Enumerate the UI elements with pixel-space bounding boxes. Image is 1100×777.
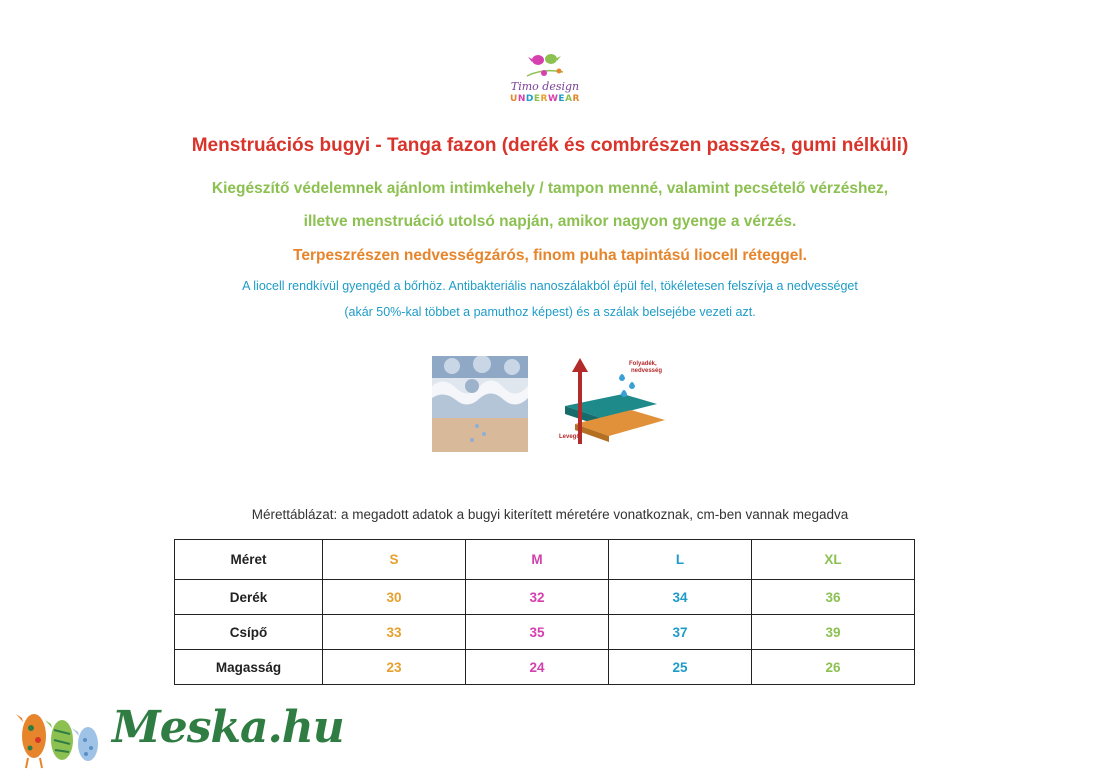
feature-line: Terpeszrészen nedvességzárós, finom puha tapintású liocell réteggel. <box>293 247 807 264</box>
row-label-waist: Derék <box>175 580 323 615</box>
logo-line2 <box>505 94 585 104</box>
row-label-height: Magasság <box>175 650 323 685</box>
table-row <box>175 650 915 685</box>
liocell-description-1: A liocell rendkívül gyengéd a bőrhöz. Antibakteriális nanoszálakból épül fel, tökéletesen felszívja a nedvességet <box>242 279 858 293</box>
table-cell: 35 <box>466 615 609 650</box>
page-title: Menstruációs bugyi - Tanga fazon (derék és combrészen passzés, gumi nélküli) <box>191 135 909 156</box>
recommendation-line-2: illetve menstruáció utolsó napján, amikor nagyon gyenge a vérzés. <box>303 213 797 230</box>
diagram-label-air: Levegő <box>559 434 581 440</box>
table-row <box>175 580 915 615</box>
size-table <box>174 539 915 685</box>
logo-line1: Timo design <box>510 80 580 93</box>
meska-brand-logo <box>14 700 344 772</box>
table-cell: 32 <box>466 580 609 615</box>
birds-logo-icon <box>523 50 567 80</box>
brand-name: Meska.hu <box>112 702 344 753</box>
size-header-s: S <box>323 540 466 580</box>
logo-letter: D <box>525 94 534 104</box>
recommendation-line-1: Kiegészítő védelemnek ajánlom intimkehely / tampon menné, valamint pecsételő vérzéshez, <box>211 180 889 197</box>
table-cell: 30 <box>323 580 466 615</box>
birds-icon <box>14 700 110 770</box>
logo-letter: R <box>540 94 548 104</box>
logo-letter: R <box>572 94 580 104</box>
logo-letter: E <box>533 94 541 104</box>
logo-letter: W <box>547 94 559 104</box>
table-header-row <box>175 540 915 580</box>
diagram-label-liquid: Folyadék, <box>629 361 657 367</box>
logo-letter: A <box>565 94 573 104</box>
size-header-xl: XL <box>752 540 915 580</box>
table-cell: 34 <box>609 580 752 615</box>
row-label-hip: Csípő <box>175 615 323 650</box>
logo-letter: U <box>510 94 518 104</box>
timo-design-logo <box>505 50 585 108</box>
logo-letter: E <box>558 94 566 104</box>
fabric-layers-image <box>432 356 528 452</box>
size-table-caption: Mérettáblázat: a megadott adatok a bugyi kiterített méretére vonatkoznak, cm-ben vannak megadva <box>251 507 849 522</box>
logo-letter: N <box>517 94 526 104</box>
table-cell: 26 <box>752 650 915 685</box>
diagram-label-moisture: nedvesség <box>631 368 663 374</box>
size-header-m: M <box>466 540 609 580</box>
table-cell: 23 <box>323 650 466 685</box>
moisture-wicking-diagram <box>557 356 669 452</box>
liocell-description-2: (akár 50%-kal többet a pamuthoz képest) és a szálak belsejébe vezeti azt. <box>344 305 756 319</box>
size-header-l: L <box>609 540 752 580</box>
table-cell: 24 <box>466 650 609 685</box>
table-cell: 39 <box>752 615 915 650</box>
table-cell: 25 <box>609 650 752 685</box>
table-cell: 33 <box>323 615 466 650</box>
table-corner-label: Méret <box>175 540 323 580</box>
table-cell: 37 <box>609 615 752 650</box>
table-row <box>175 615 915 650</box>
table-cell: 36 <box>752 580 915 615</box>
